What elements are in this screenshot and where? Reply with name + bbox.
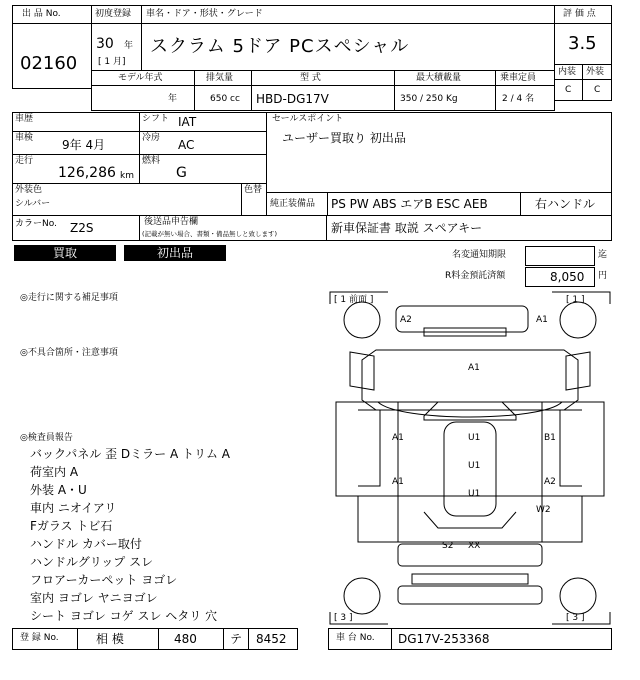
inspector-line: 車内 ニオイアリ [30, 501, 117, 515]
shift-label: シフト [142, 114, 170, 124]
damage-mark: U1 [468, 461, 481, 471]
inspector-line: 室内 ヨゴレ ヤニヨゴレ [30, 591, 158, 605]
left-side-panel [358, 410, 380, 486]
model-year-value: 年 [168, 94, 178, 104]
damage-mark: S2 [442, 541, 454, 551]
left-rear-side [358, 496, 398, 542]
ac-label: 冷房 [142, 133, 161, 143]
interior-grade: C [565, 85, 572, 95]
recycle-label: R料金預託済額 [445, 271, 506, 281]
chassis-number: DG17V-253368 [398, 632, 490, 646]
damage-mark: A1 [392, 433, 404, 443]
driving-remarks-label: ◎走行に関する補足事項 [20, 293, 118, 303]
ac-value: AC [178, 138, 195, 152]
car-label: 車名・ドア・形状・グレード [146, 9, 263, 19]
sales-point-cell [266, 112, 612, 193]
shift-value: IAT [178, 115, 197, 129]
right-rear-side [542, 496, 582, 542]
damage-mark: U1 [468, 489, 481, 499]
sales-point-label: セールスポイント [272, 114, 344, 124]
sales-point-value: ユーザー買取り 初出品 [282, 131, 406, 145]
diagram-corner-label: [ 1 ] [566, 295, 585, 305]
body-outline [362, 350, 578, 410]
exterior-label: 外装 [586, 67, 605, 77]
badge-kaitori: 買取 [14, 245, 116, 261]
first-reg-label: 初度登録 [95, 9, 132, 19]
equipment-label: 純正装備品 [270, 199, 316, 209]
damage-mark: A1 [468, 363, 480, 373]
damage-mark: A1 [536, 315, 548, 325]
first-reg-year-unit: 年 [124, 41, 134, 51]
steering-value: 右ハンドル [535, 197, 596, 211]
equipment-value: PS PW ABS エアB ESC AEB [331, 197, 488, 211]
reg-class: 480 [174, 632, 197, 646]
history-label: 車歴 [15, 114, 34, 124]
inspector-line: フロアーカーペット ヨゴレ [30, 573, 178, 587]
type-value: HBD-DG17V [256, 92, 329, 106]
load-label: 最大積載量 [416, 73, 462, 83]
first-reg-month: [ 1 月] [98, 57, 126, 67]
inspector-line: シート ヨゴレ コゲ スレ ヘタリ 穴 [30, 609, 218, 623]
docs-value: 新車保証書 取説 スペアキー [331, 221, 483, 235]
color-no-value: Z2S [70, 221, 94, 235]
reg-kana: テ [230, 632, 243, 646]
damage-mark: U1 [468, 433, 481, 443]
wheel-rl [344, 578, 380, 614]
wheel-fr [560, 302, 596, 338]
name-change-label: 名変通知期限 [452, 250, 507, 260]
damage-mark: XX [468, 541, 481, 551]
diagram-corner-label: [ 3 ] [334, 613, 353, 623]
inspector-line: 荷室内 A [30, 465, 79, 479]
model-year-cell [91, 85, 195, 111]
diagram-corner-label: [ 3 ] [566, 613, 585, 623]
wheel-fl [344, 302, 380, 338]
color-no-label: カラーNo. [15, 219, 57, 229]
ext-color-label: 外装色 [15, 185, 43, 195]
rear-lower [398, 586, 542, 604]
reg-number: 8452 [256, 632, 287, 646]
score-value: 3.5 [568, 33, 597, 54]
left-door [336, 402, 398, 496]
damage-mark: A2 [544, 477, 556, 487]
damage-mark: B1 [544, 433, 556, 443]
badge-hatsu-shuppin: 初出品 [124, 245, 226, 261]
inspector-line: ハンドルグリップ スレ [30, 555, 154, 569]
lot-number: 02160 [20, 53, 78, 74]
car-name: スクラム 5ドア PCスペシャル [150, 36, 410, 57]
wheel-rr [560, 578, 596, 614]
inspector-line: ハンドル カバー取付 [30, 537, 142, 551]
model-year-label: モデル年式 [118, 73, 163, 83]
inspection-label: 車検 [15, 133, 34, 143]
rear-panel [412, 574, 528, 584]
interior-label: 内装 [558, 67, 577, 77]
docs-label: 後送品申告欄 [144, 217, 199, 227]
right-side-panel [560, 410, 582, 486]
diagram-corner-label: [ 1 前面 ] [334, 295, 374, 305]
color-change-label: 色替 [244, 185, 263, 195]
defect-remarks-label: ◎不具合箇所・注意事項 [20, 348, 118, 358]
damage-mark: A1 [392, 477, 404, 487]
mileage-label: 走行 [15, 156, 34, 166]
mileage-unit: km [120, 171, 134, 181]
name-change-box [525, 246, 595, 266]
inspector-line: バックパネル 歪 Dミラー A トリム A [30, 447, 231, 461]
type-label: 型 式 [300, 73, 321, 83]
type-label-cell [251, 70, 395, 86]
displacement-value: 650 cc [210, 94, 240, 104]
damage-mark: A2 [400, 315, 412, 325]
inspection-value: 9年 4月 [62, 138, 106, 152]
inspector-report-label: ◎検査員報告 [20, 433, 73, 443]
inspector-line: 外装 A・U [30, 483, 87, 497]
name-change-unit: 迄 [598, 250, 608, 260]
displacement-label: 排気量 [206, 73, 234, 83]
inspector-line: Fガラス トビ石 [30, 519, 113, 533]
score-label: 評 価 点 [563, 9, 596, 19]
reg-label: 登 録 No. [20, 633, 59, 643]
damage-mark: W2 [536, 505, 551, 515]
mileage-value: 126,286 [58, 165, 116, 181]
fuel-value: G [176, 165, 187, 181]
first-reg-year: 30 [96, 36, 114, 52]
car-damage-diagram [328, 290, 612, 626]
recycle-unit: 円 [598, 271, 608, 281]
docs-note: (記載が無い場合、書類・備品無しと致します) [142, 230, 278, 238]
load-value: 350 / 250 Kg [400, 94, 458, 104]
fuel-label: 燃料 [142, 156, 161, 166]
capacity-value: 2 / 4 名 [502, 94, 535, 104]
exterior-grade: C [594, 85, 601, 95]
chassis-label: 車 台 No. [336, 633, 375, 643]
lot-label: 出 品 No. [22, 9, 61, 19]
rear-window [424, 512, 516, 528]
reg-area: 相 模 [96, 632, 124, 646]
ext-color-value: シルバー [15, 199, 51, 209]
recycle-value: 8,050 [550, 270, 585, 284]
capacity-label: 乗車定員 [500, 73, 537, 83]
